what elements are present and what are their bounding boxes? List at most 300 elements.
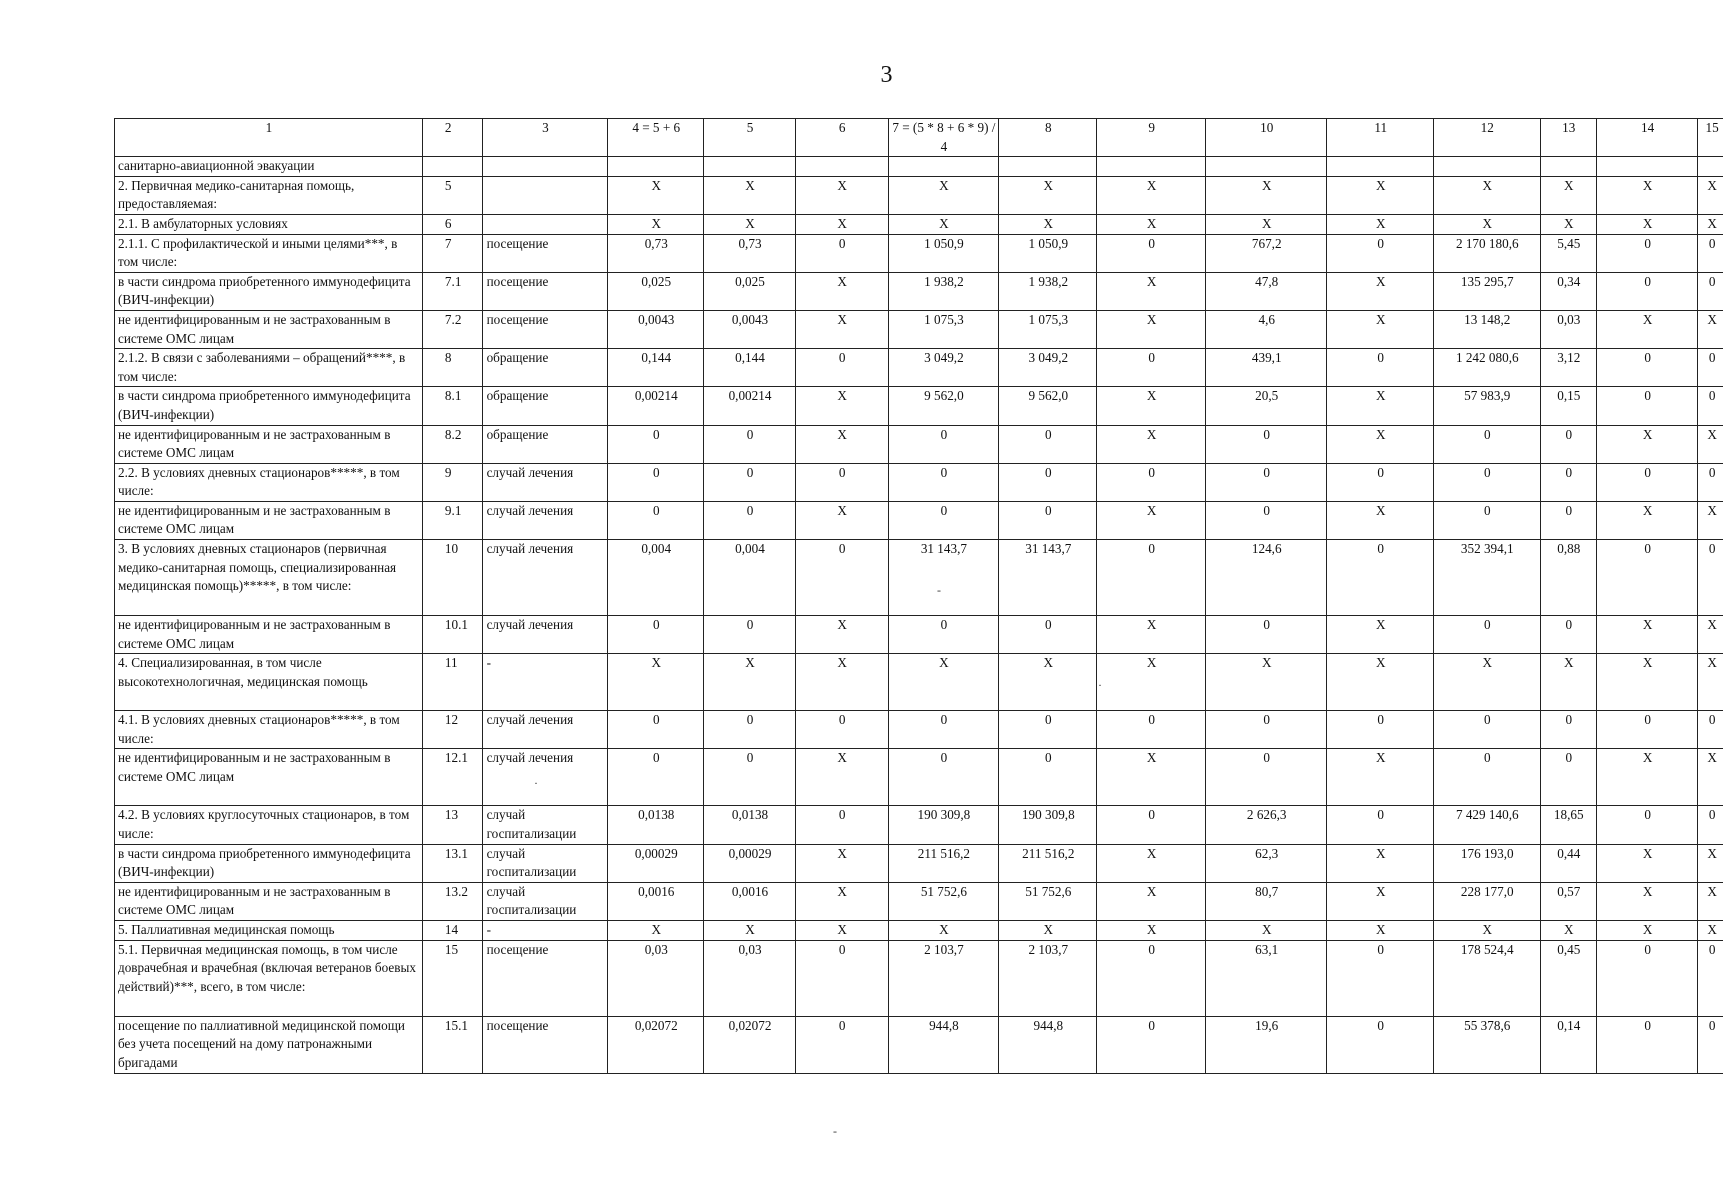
row-name-cell: в части синдрома приобретенного иммунодефицита (ВИЧ-инфекции) (115, 387, 423, 425)
row-name-cell: 2.1. В амбулаторных условиях (115, 214, 423, 234)
value-cell: X (888, 214, 999, 234)
row-name-cell: в части синдрома приобретенного иммунодефицита (ВИЧ-инфекции) (115, 272, 423, 310)
value-cell: X (1698, 921, 1723, 941)
unit-cell: посещение (482, 940, 608, 1016)
value-cell: X (1597, 214, 1698, 234)
unit-cell: случай лечения (482, 616, 608, 654)
value-cell: 0 (608, 425, 704, 463)
value-cell: X (1433, 214, 1540, 234)
value-cell: 13 148,2 (1433, 310, 1540, 348)
value-cell: X (795, 214, 888, 234)
value-cell: 228 177,0 (1433, 882, 1540, 920)
value-cell: 0,0043 (704, 310, 796, 348)
value-cell: 0 (1698, 463, 1723, 501)
value-cell: 0,57 (1540, 882, 1596, 920)
value-cell: 0 (888, 711, 999, 749)
value-cell: 0 (704, 616, 796, 654)
value-cell (888, 157, 999, 177)
value-cell: X (1097, 616, 1206, 654)
value-cell: 0 (1433, 463, 1540, 501)
unit-cell: посещение (482, 234, 608, 272)
header-cell: 10 (1205, 119, 1326, 157)
value-cell: 0,0016 (704, 882, 796, 920)
unit-cell: посещение (482, 310, 608, 348)
value-cell: 0 (1698, 234, 1723, 272)
value-cell: X (1698, 844, 1723, 882)
value-cell: 62,3 (1205, 844, 1326, 882)
row-code-cell: 12.1 (422, 749, 482, 806)
header-cell: 6 (795, 119, 888, 157)
row-code-cell: 9.1 (422, 501, 482, 539)
value-cell: 0 (1327, 940, 1434, 1016)
value-cell: X (795, 616, 888, 654)
value-cell: 0,73 (608, 234, 704, 272)
value-cell: 0 (1698, 349, 1723, 387)
value-cell: X (999, 921, 1097, 941)
scan-dot: · (1098, 678, 1102, 692)
value-cell: 0 (1597, 711, 1698, 749)
value-cell: 0 (1433, 425, 1540, 463)
value-cell: 2 103,7 (999, 940, 1097, 1016)
value-cell: 4,6 (1205, 310, 1326, 348)
value-cell (1540, 157, 1596, 177)
value-cell: 0 (999, 425, 1097, 463)
value-cell (795, 157, 888, 177)
value-cell: X (1433, 921, 1540, 941)
table-row (115, 616, 1723, 654)
value-cell: X (1097, 176, 1206, 214)
header-cell: 12 (1433, 119, 1540, 157)
value-cell: 0 (1597, 349, 1698, 387)
value-cell: 0,03 (608, 940, 704, 1016)
row-name-cell: в части синдрома приобретенного иммунодефицита (ВИЧ-инфекции) (115, 844, 423, 882)
unit-cell: посещение (482, 1016, 608, 1073)
value-cell: 0 (1097, 711, 1206, 749)
value-cell: 0 (888, 501, 999, 539)
table-row (115, 176, 1723, 214)
value-cell: 0 (1540, 501, 1596, 539)
value-cell: 0,73 (704, 234, 796, 272)
header-cell: 4 = 5 + 6 (608, 119, 704, 157)
value-cell: 63,1 (1205, 940, 1326, 1016)
value-cell: 0 (1433, 616, 1540, 654)
row-code-cell: 8.1 (422, 387, 482, 425)
value-cell: 944,8 (888, 1016, 999, 1073)
value-cell: 1 938,2 (888, 272, 999, 310)
value-cell: X (1540, 214, 1596, 234)
table-row (115, 711, 1723, 749)
value-cell: 211 516,2 (999, 844, 1097, 882)
header-cell: 11 (1327, 119, 1434, 157)
unit-cell: - (482, 921, 608, 941)
value-cell: 0 (1698, 940, 1723, 1016)
value-cell: X (795, 272, 888, 310)
value-cell (608, 157, 704, 177)
value-cell: 0 (795, 463, 888, 501)
table-row (115, 310, 1723, 348)
value-cell: X (1205, 214, 1326, 234)
value-cell: 18,65 (1540, 806, 1596, 844)
value-cell: 211 516,2 (888, 844, 999, 882)
value-cell: X (1327, 654, 1434, 711)
value-cell: X (1597, 616, 1698, 654)
value-cell: X (608, 214, 704, 234)
value-cell: 0 (1597, 272, 1698, 310)
table-row (115, 540, 1723, 616)
value-cell: X (1097, 749, 1206, 806)
value-cell: 0,03 (704, 940, 796, 1016)
value-cell: 0,44 (1540, 844, 1596, 882)
value-cell: 0 (704, 425, 796, 463)
value-cell: 1 075,3 (999, 310, 1097, 348)
row-name-cell: не идентифицированным и не застрахованным в системе ОМС лицам (115, 749, 423, 806)
value-cell: X (795, 176, 888, 214)
header-cell: 9 (1097, 119, 1206, 157)
row-code-cell: 15 (422, 940, 482, 1016)
table-row (115, 214, 1723, 234)
unit-cell: случай госпитализации (482, 844, 608, 882)
value-cell: 0 (608, 711, 704, 749)
value-cell: X (1327, 310, 1434, 348)
row-name-cell: не идентифицированным и не застрахованным в системе ОМС лицам (115, 882, 423, 920)
row-name-cell: не идентифицированным и не застрахованным в системе ОМС лицам (115, 425, 423, 463)
value-cell: X (795, 310, 888, 348)
row-code-cell: 13.2 (422, 882, 482, 920)
value-cell (1597, 157, 1698, 177)
scan-dot: · (534, 776, 538, 790)
value-cell: 1 075,3 (888, 310, 999, 348)
row-code-cell: 7.2 (422, 310, 482, 348)
value-cell: 0 (1597, 806, 1698, 844)
value-cell: X (999, 176, 1097, 214)
value-cell: X (795, 749, 888, 806)
value-cell: 0 (795, 234, 888, 272)
value-cell: X (608, 176, 704, 214)
value-cell: 0 (888, 616, 999, 654)
value-cell: 0 (608, 501, 704, 539)
value-cell: X (1327, 176, 1434, 214)
table-row (115, 501, 1723, 539)
value-cell: 0 (704, 463, 796, 501)
value-cell: X (1698, 425, 1723, 463)
value-cell: X (1698, 654, 1723, 711)
value-cell: X (1597, 501, 1698, 539)
value-cell: 3,12 (1540, 349, 1596, 387)
unit-cell: обращение (482, 425, 608, 463)
table-row (115, 349, 1723, 387)
row-name-cell: 5.1. Первичная медицинская помощь, в том числе доврачебная и врачебная (включая ветеранов боевых действий)***, всего, в том числе: (115, 940, 423, 1016)
header-cell: 15 (1698, 119, 1723, 157)
value-cell: 0 (888, 749, 999, 806)
row-name-cell: посещение по паллиативной медицинской помощи без учета посещений на дому патронажными бригадами (115, 1016, 423, 1073)
row-code-cell (422, 157, 482, 177)
table-row (115, 654, 1723, 711)
value-cell: X (1327, 749, 1434, 806)
value-cell: 0 (1597, 940, 1698, 1016)
value-cell: 0,004 (608, 540, 704, 616)
value-cell: 0,0043 (608, 310, 704, 348)
value-cell: 124,6 (1205, 540, 1326, 616)
value-cell: 0 (888, 463, 999, 501)
header-row (115, 119, 1723, 157)
value-cell: 2 626,3 (1205, 806, 1326, 844)
table-row (115, 387, 1723, 425)
value-cell: 0,0138 (704, 806, 796, 844)
unit-cell: случай госпитализации (482, 882, 608, 920)
row-name-cell: 3. В условиях дневных стационаров (первичная медико-санитарная помощь, специализированная медицинская помощь)*****, в том числе: (115, 540, 423, 616)
value-cell: 0 (1698, 711, 1723, 749)
value-cell: 0 (1097, 1016, 1206, 1073)
value-cell: X (1327, 844, 1434, 882)
value-cell: 0 (1327, 463, 1434, 501)
value-cell: 0 (1698, 387, 1723, 425)
value-cell: 0,02072 (704, 1016, 796, 1073)
unit-cell: случай госпитализации (482, 806, 608, 844)
value-cell: 2 170 180,6 (1433, 234, 1540, 272)
value-cell: 0,004 (704, 540, 796, 616)
value-cell: X (1698, 214, 1723, 234)
value-cell: 0 (1097, 234, 1206, 272)
value-cell: 0 (795, 711, 888, 749)
table-row (115, 940, 1723, 1016)
value-cell: 0 (795, 806, 888, 844)
value-cell: 31 143,7 (999, 540, 1097, 616)
header-cell: 8 (999, 119, 1097, 157)
value-cell: 0 (999, 749, 1097, 806)
value-cell: X (1597, 844, 1698, 882)
value-cell: X (704, 921, 796, 941)
value-cell: 1 050,9 (888, 234, 999, 272)
value-cell: 0 (999, 501, 1097, 539)
value-cell: X (795, 882, 888, 920)
value-cell: X (1597, 654, 1698, 711)
value-cell: 0 (1540, 616, 1596, 654)
row-code-cell: 9 (422, 463, 482, 501)
value-cell: X (888, 176, 999, 214)
value-cell: X (888, 654, 999, 711)
value-cell: 0 (999, 616, 1097, 654)
value-cell: 0 (1097, 349, 1206, 387)
value-cell: 47,8 (1205, 272, 1326, 310)
row-code-cell: 8.2 (422, 425, 482, 463)
value-cell: 0,03 (1540, 310, 1596, 348)
value-cell: 0 (1540, 425, 1596, 463)
value-cell: 57 983,9 (1433, 387, 1540, 425)
value-cell: X (1540, 176, 1596, 214)
unit-cell: случай лечения (482, 501, 608, 539)
value-cell: 0,0016 (608, 882, 704, 920)
value-cell: X (1097, 214, 1206, 234)
value-cell: 0 (1433, 711, 1540, 749)
row-code-cell: 6 (422, 214, 482, 234)
value-cell: 0 (1327, 806, 1434, 844)
table-wrapper (114, 118, 1723, 1074)
value-cell: 0 (1205, 749, 1326, 806)
row-name-cell: не идентифицированным и не застрахованным в системе ОМС лицам (115, 501, 423, 539)
value-cell: X (1097, 654, 1206, 711)
value-cell: X (795, 501, 888, 539)
unit-cell: случай лечения (482, 463, 608, 501)
value-cell: 2 103,7 (888, 940, 999, 1016)
row-name-cell: 4. Специализированная, в том числе высокотехнологичная, медицинская помощь (115, 654, 423, 711)
value-cell: X (1597, 882, 1698, 920)
value-cell: X (1597, 310, 1698, 348)
value-cell: 439,1 (1205, 349, 1326, 387)
value-cell: 0 (704, 501, 796, 539)
row-code-cell: 10.1 (422, 616, 482, 654)
value-cell: X (999, 654, 1097, 711)
value-cell: 1 938,2 (999, 272, 1097, 310)
value-cell: X (1097, 310, 1206, 348)
value-cell: X (1097, 844, 1206, 882)
scan-dot: - (937, 583, 941, 597)
value-cell: 0,025 (704, 272, 796, 310)
value-cell: X (1205, 654, 1326, 711)
value-cell (1327, 157, 1434, 177)
value-cell: 9 562,0 (888, 387, 999, 425)
row-name-cell: не идентифицированным и не застрахованным в системе ОМС лицам (115, 310, 423, 348)
value-cell: 0 (795, 940, 888, 1016)
row-code-cell: 15.1 (422, 1016, 482, 1073)
value-cell: X (704, 654, 796, 711)
value-cell: 0 (1698, 272, 1723, 310)
value-cell: 0 (704, 749, 796, 806)
value-cell: 0,00214 (608, 387, 704, 425)
value-cell: X (1597, 425, 1698, 463)
value-cell: 5,45 (1540, 234, 1596, 272)
table-row (115, 157, 1723, 177)
row-name-cell: 2. Первичная медико-санитарная помощь, предоставляемая: (115, 176, 423, 214)
value-cell: 31 143,7 (888, 540, 999, 616)
value-cell: 0 (704, 711, 796, 749)
unit-cell: посещение (482, 272, 608, 310)
value-cell: 0 (1698, 1016, 1723, 1073)
value-cell: 3 049,2 (888, 349, 999, 387)
value-cell: X (1327, 882, 1434, 920)
row-name-cell: 2.2. В условиях дневных стационаров*****, в том числе: (115, 463, 423, 501)
value-cell: 178 524,4 (1433, 940, 1540, 1016)
value-cell: 1 242 080,6 (1433, 349, 1540, 387)
value-cell: X (795, 387, 888, 425)
value-cell: 0 (1327, 1016, 1434, 1073)
value-cell: 3 049,2 (999, 349, 1097, 387)
row-code-cell: 7.1 (422, 272, 482, 310)
value-cell: X (1327, 214, 1434, 234)
table-row (115, 806, 1723, 844)
value-cell (1433, 157, 1540, 177)
table-row (115, 749, 1723, 806)
value-cell (704, 157, 796, 177)
value-cell: X (1327, 387, 1434, 425)
value-cell: 0 (795, 540, 888, 616)
value-cell: 0 (1205, 501, 1326, 539)
value-cell: 0 (1433, 501, 1540, 539)
value-cell: X (1698, 882, 1723, 920)
value-cell: 7 429 140,6 (1433, 806, 1540, 844)
value-cell: X (1698, 176, 1723, 214)
value-cell: X (1433, 176, 1540, 214)
value-cell: X (795, 654, 888, 711)
value-cell: X (1597, 176, 1698, 214)
value-cell: 0 (1698, 540, 1723, 616)
unit-cell: случай лечения (482, 749, 608, 806)
row-name-cell: 2.1.1. С профилактической и иными целями***, в том числе: (115, 234, 423, 272)
value-cell: 0 (1540, 711, 1596, 749)
value-cell: X (1698, 501, 1723, 539)
row-name-cell: санитарно-авиационной эвакуации (115, 157, 423, 177)
scan-dot: - (833, 1124, 837, 1138)
value-cell: X (1698, 310, 1723, 348)
value-cell: 0,0138 (608, 806, 704, 844)
unit-cell: - (482, 654, 608, 711)
page-number: 3 (880, 62, 893, 88)
value-cell: X (1540, 654, 1596, 711)
table-row (115, 844, 1723, 882)
table-row (115, 234, 1723, 272)
value-cell: 0 (608, 616, 704, 654)
row-code-cell: 10 (422, 540, 482, 616)
value-cell: X (1097, 387, 1206, 425)
value-cell: X (1097, 425, 1206, 463)
value-cell: 0 (1597, 463, 1698, 501)
value-cell: 0 (1097, 463, 1206, 501)
value-cell: 0,144 (704, 349, 796, 387)
value-cell: 0 (1097, 806, 1206, 844)
unit-cell (482, 176, 608, 214)
value-cell: 51 752,6 (888, 882, 999, 920)
unit-cell (482, 214, 608, 234)
row-code-cell: 13 (422, 806, 482, 844)
value-cell: 0,88 (1540, 540, 1596, 616)
value-cell: 0 (1097, 940, 1206, 1016)
value-cell: X (1097, 272, 1206, 310)
value-cell: 0 (1327, 349, 1434, 387)
value-cell: 55 378,6 (1433, 1016, 1540, 1073)
value-cell: 0 (1205, 463, 1326, 501)
value-cell: 0 (1097, 540, 1206, 616)
value-cell: X (1698, 749, 1723, 806)
header-cell: 3 (482, 119, 608, 157)
value-cell: X (1327, 425, 1434, 463)
value-cell: 0 (1327, 234, 1434, 272)
header-cell: 13 (1540, 119, 1596, 157)
value-cell: X (795, 921, 888, 941)
value-cell: 176 193,0 (1433, 844, 1540, 882)
value-cell: 0 (608, 749, 704, 806)
table-row (115, 425, 1723, 463)
table-row (115, 272, 1723, 310)
value-cell: 0 (608, 463, 704, 501)
value-cell: X (1327, 921, 1434, 941)
value-cell: X (795, 425, 888, 463)
value-cell: 0 (999, 463, 1097, 501)
unit-cell: обращение (482, 387, 608, 425)
value-cell: X (1698, 616, 1723, 654)
value-cell: 352 394,1 (1433, 540, 1540, 616)
value-cell: X (1327, 501, 1434, 539)
value-cell: 0 (1327, 711, 1434, 749)
value-cell: 0 (1327, 540, 1434, 616)
value-cell: 0 (1540, 749, 1596, 806)
value-cell: X (608, 921, 704, 941)
value-cell: X (1205, 921, 1326, 941)
row-code-cell: 8 (422, 349, 482, 387)
value-cell: 51 752,6 (999, 882, 1097, 920)
row-code-cell: 13.1 (422, 844, 482, 882)
value-cell: X (1097, 921, 1206, 941)
value-cell: 0 (1597, 387, 1698, 425)
value-cell: 0,15 (1540, 387, 1596, 425)
